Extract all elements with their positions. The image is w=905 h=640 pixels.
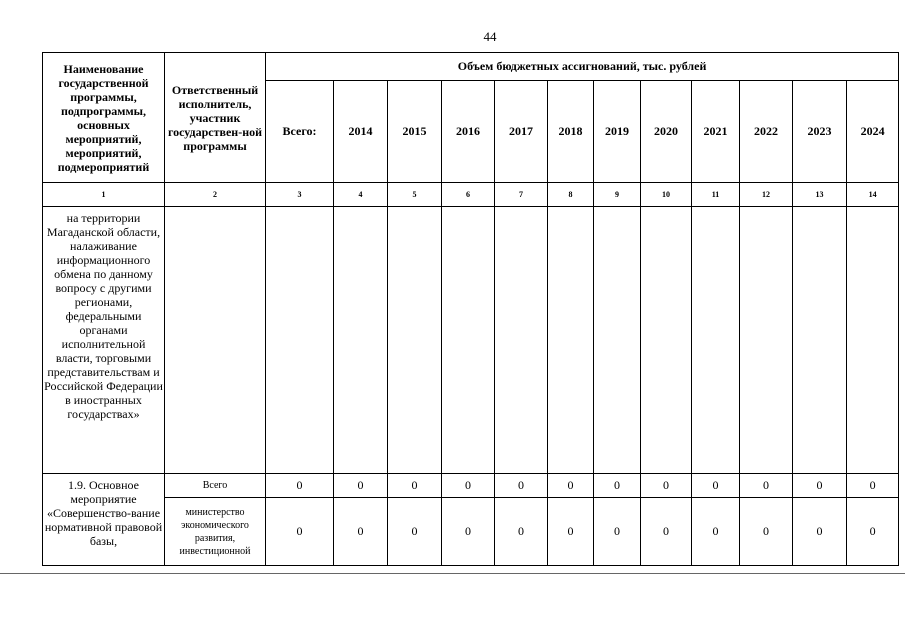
column-number: 10 — [641, 183, 692, 207]
value-cell: 0 — [334, 474, 388, 498]
column-number: 1 — [43, 183, 165, 207]
value-cell: 0 — [740, 474, 793, 498]
value-cell: 0 — [548, 498, 594, 566]
value-cell: 0 — [388, 474, 442, 498]
value-cell: 0 — [548, 474, 594, 498]
value-cell: 0 — [692, 498, 740, 566]
column-number-row — [43, 183, 899, 207]
column-number: 6 — [442, 183, 495, 207]
value-cell: 0 — [740, 498, 793, 566]
value-cell: 0 — [442, 474, 495, 498]
value-cell: 0 — [641, 474, 692, 498]
value-cell: 0 — [495, 498, 548, 566]
empty-cell — [548, 207, 594, 474]
header-year: 2022 — [740, 81, 793, 183]
header-row-top — [43, 53, 899, 81]
value-cell: 0 — [594, 474, 641, 498]
value-cell: 0 — [266, 498, 334, 566]
empty-cell — [266, 207, 334, 474]
value-cell: 0 — [793, 474, 847, 498]
empty-cell — [594, 207, 641, 474]
value-cell: 0 — [793, 498, 847, 566]
empty-cell — [847, 207, 899, 474]
empty-cell — [388, 207, 442, 474]
header-year: 2017 — [495, 81, 548, 183]
page-number: 44 — [483, 29, 497, 44]
header-year: 2024 — [847, 81, 899, 183]
executor-ministry-label: министерство экономического развития, инвестиционной — [165, 498, 266, 566]
header-total: Всего: — [266, 81, 334, 183]
column-number: 7 — [495, 183, 548, 207]
value-cell: 0 — [442, 498, 495, 566]
header-program-name: Наименование государственной программы, подпрограммы, основных мероприятий, мероприятий, подмероприятий — [43, 53, 165, 183]
measure-description: 1.9. Основное мероприятие «Совершенство-вание нормативной правовой базы, — [43, 474, 165, 566]
empty-cell — [334, 207, 388, 474]
empty-cell — [740, 207, 793, 474]
column-number: 12 — [740, 183, 793, 207]
value-cell: 0 — [692, 474, 740, 498]
empty-cell — [442, 207, 495, 474]
header-executor: Ответственный исполнитель, участник государствен-ной программы — [165, 53, 266, 183]
header-year: 2016 — [442, 81, 495, 183]
header-year: 2014 — [334, 81, 388, 183]
value-cell: 0 — [594, 498, 641, 566]
value-cell: 0 — [847, 498, 899, 566]
value-cell: 0 — [334, 498, 388, 566]
empty-cell — [495, 207, 548, 474]
column-number: 14 — [847, 183, 899, 207]
column-number: 9 — [594, 183, 641, 207]
value-cell: 0 — [847, 474, 899, 498]
column-number: 8 — [548, 183, 594, 207]
executor-total-label: Всего — [165, 474, 266, 498]
column-number: 3 — [266, 183, 334, 207]
header-year: 2019 — [594, 81, 641, 183]
column-number: 11 — [692, 183, 740, 207]
header-year: 2018 — [548, 81, 594, 183]
page-cut-line — [0, 573, 905, 574]
value-cell: 0 — [266, 474, 334, 498]
column-number: 13 — [793, 183, 847, 207]
header-year: 2015 — [388, 81, 442, 183]
empty-cell — [165, 207, 266, 474]
header-year: 2020 — [641, 81, 692, 183]
value-cell: 0 — [495, 474, 548, 498]
column-number: 4 — [334, 183, 388, 207]
empty-cell — [692, 207, 740, 474]
continued-row — [43, 207, 899, 474]
empty-cell — [793, 207, 847, 474]
budget-table — [42, 52, 899, 566]
measure-total-row — [43, 474, 899, 498]
measure-ministry-row — [43, 498, 899, 566]
header-budget-group: Объем бюджетных ассигнований, тыс. рублей — [266, 53, 899, 81]
header-year: 2023 — [793, 81, 847, 183]
empty-cell — [641, 207, 692, 474]
column-number: 5 — [388, 183, 442, 207]
header-year: 2021 — [692, 81, 740, 183]
continued-description: на территории Магаданской области, налаживание информационного обмена по данному вопросу с другими регионами, федеральными органами исполнительной власти, торговыми представительствам и Российской Федерации в иностранных государствах» — [43, 207, 165, 474]
value-cell: 0 — [641, 498, 692, 566]
value-cell: 0 — [388, 498, 442, 566]
column-number: 2 — [165, 183, 266, 207]
